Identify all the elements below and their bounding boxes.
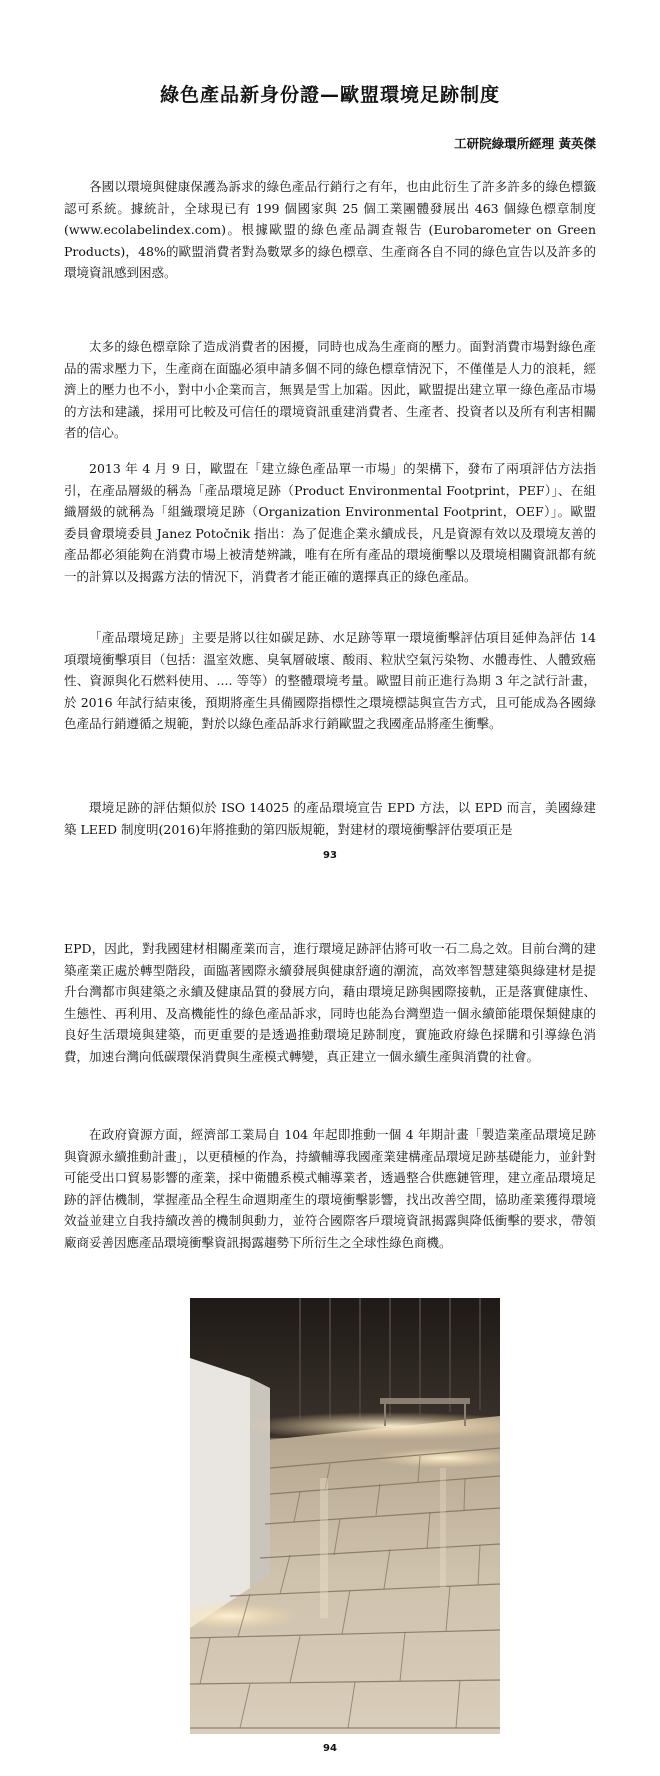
document-title: 綠色產品新身份證—歐盟環境足跡制度: [159, 84, 500, 106]
page-number: 94: [323, 1743, 337, 1754]
paragraph-continued: EPD，因此，對我國建材相關產業而言，進行環境足跡評估將可收一石二鳥之效。目前台灣的建築產業正處於轉型階段，面臨著國際永續發展與健康舒適的潮流，高效率智慧建築與綠建材是提升台灣都市與建築之永續及健康品質的發展方向，藉由環境足跡與國際接軌，正是落實健康性、生態性、再利用、及高機能性的綠色產品訴求，同時也能為台灣塑造一個永續節能環保類健康的良好生活環境與建築，而更重要的是透過推動環境足跡制度，實施政府綠色採購和引導綠色消費，加速台灣向低碳環保消費與生產模式轉變，真正建立一個永續生產與消費的社會。: [64, 941, 596, 1064]
floor-tile-photo: [190, 1298, 500, 1734]
paragraph: 各國以環境與健康保護為訴求的綠色產品行銷行之有年，也由此衍生了許多許多的綠色標籤認可系統。據統計，全球現已有 199 個國家與 25 個工業團體發展出 463 個綠色標章制度 (www.ecolabelindex.com)。根據歐盟的綠色產品調查報告 (Eurobarometer on Green Products)，48%的歐盟消費者對為數眾多的綠色標章、生產商各自不同的綠色宣告以及許多的環境資訊感到困惑。: [64, 179, 596, 280]
paragraph: 「產品環境足跡」主要是將以往如碳足跡、水足跡等單一環境衝擊評估項目延伸為評估 14 項環境衝擊項目（包括：溫室效應、臭氧層破壞、酸雨、粒狀空氣污染物、水體毒性、人體致癌性、資源與化石燃料使用、.... 等等）的整體環境考量。歐盟目前正進行為期 3 年之試行計畫，於 2016 年試行結束後，預期將產生具備國際指標性之環境標誌與宣告方式，且可能成為各國綠色產品行銷遵循之規範，對於以綠色產品訴求行銷歐盟之我國產品將產生衝擊。: [64, 630, 596, 731]
paragraph: 太多的綠色標章除了造成消費者的困擾，同時也成為生產商的壓力。面對消費市場對綠色產品的需求壓力下，生產商在面臨必須申請多個不同的綠色標章情況下，不僅僅是人力的浪耗，經濟上的壓力也不小，對中小企業而言，無異是雪上加霜。因此，歐盟提出建立單一綠色產品市場的方法和建議，採用可比較及可信任的環境資訊重建消費者、生產者、投資者以及所有利害相關者的信心。: [64, 339, 596, 440]
page-number: 93: [323, 850, 337, 861]
paragraph: 環境足跡的評估類似於 ISO 14025 的產品環境宣告 EPD 方法，以 EPD 而言，美國綠建築 LEED 制度明(2016)年將推動的第四版規範，對建材的環境衝擊評估要項正是: [64, 800, 596, 837]
paragraph: 2013 年 4 月 9 日，歐盟在「建立綠色產品單一市場」的架構下，發布了兩項評估方法指引，在產品層級的稱為「產品環境足跡（Product Environmental Footprint，PEF）」、在組織層級的就稱為「組織環境足跡（Organization Environmental Footprint，OEF）」。歐盟委員會環境委員 Janez Potočnik 指出：為了促進企業永續成長，凡是資源有效以及環境友善的產品都必須能夠在消費市場上被清楚辨識，唯有在所有產品的環境衝擊以及環境相關資訊都有統一的計算以及揭露方法的情況下，消費者才能正確的選擇真正的綠色產品。: [64, 461, 596, 584]
author-line: 工研院綠環所經理 黃英傑: [454, 136, 596, 151]
paragraph: 在政府資源方面，經濟部工業局自 104 年起即推動一個 4 年期計畫「製造業產品環境足跡與資源永續推動計畫」，以更積極的作為，持續輔導我國產業建構產品環境足跡基礎能力，並針對可能受出口貿易影響的產業，採中衛體系模式輔導業者，透過整合供應鏈管理，建立產品環境足跡的評估機制，掌握產品全程生命週期產生的環境衝擊影響，找出改善空間，協助產業獲得環境效益並建立自我持續改善的機制與動力，並符合國際客戶環境資訊揭露與降低衝擊的要求，帶領廠商妥善因應產品環境衝擊資訊揭露趨勢下所衍生之全球性綠色商機。: [64, 1127, 596, 1250]
floor-tile-photo-drawing: [190, 1298, 500, 1734]
